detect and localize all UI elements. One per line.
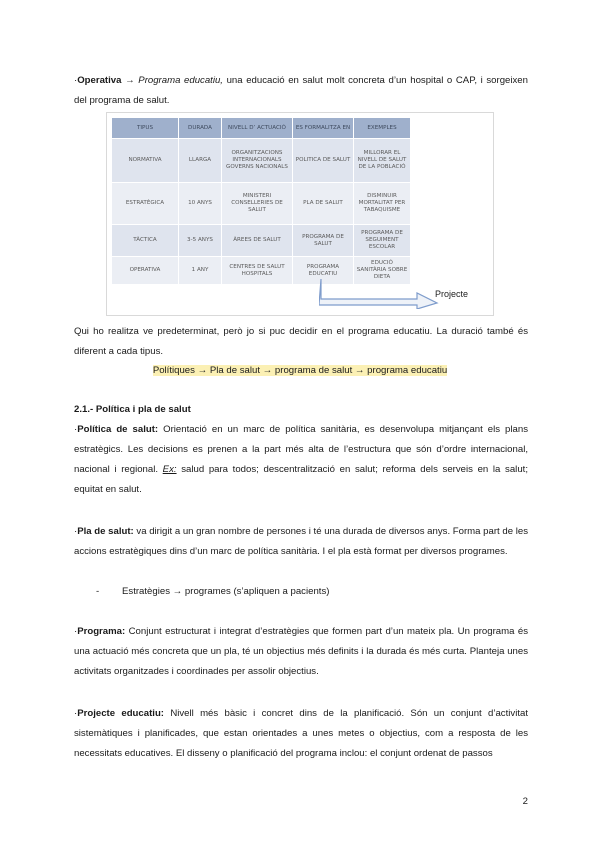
paragraph-text: Orientació en un marc de política sanitària, es desenvolupa mitjançant els plans estratègics. Les decisions es prenen a la part més alta de l’estructura que són d’ordre internacional, nacional i regional. [74,424,528,475]
header-cell: EXEMPLES [354,118,411,139]
paragraph-text: Conjunt estructurat i integrat d’estratègies que formen part d’un mateix pla. Un programa és una actuació més concreta que un pla, té un objectius més definits i la durada és més curta. Planteja unes activitats organitzades i coordinades per assolir objectius. [74,626,528,677]
term-programa: Programa: [77,626,126,637]
list-item-text: Estratègies → programes (s’apliquen a pacients) [122,586,330,597]
table-cell: MINISTERI CONSELLERIES DE SALUT [222,183,293,225]
paragraph-text: una educació en salut molt concreta d’un hospital o CAP, i sorgeixen del programa de salut. [74,75,528,106]
bullet: · [74,75,78,86]
table-cell: CENTRES DE SALUT HOSPITALS [222,257,293,285]
paragraph-projecte [74,704,528,764]
highlighted-flow: Polítiques → Pla de salut → programa de salut → programa educatiu [152,365,448,376]
table-row [112,139,411,183]
example-label: Ex: [162,464,177,475]
term-politica: Política de salut: [77,424,159,435]
table-cell: ESTRATÈGICA [112,183,179,225]
planning-levels-table [111,117,411,285]
list-dash: - [96,586,100,597]
arrow-text: → [121,75,139,86]
header-cell: ES FORMALITZA EN [293,118,354,139]
paragraph-operativa [74,71,528,111]
table-cell: TÀCTICA [112,225,179,257]
table-cell: EDUCIÓ SANITÀRIA SOBRE DIETA [354,257,411,285]
table-cell: POLITICA DE SALUT [293,139,354,183]
paragraph-text: salud para todos; descentralització en salut; reforma dels serveis en la salut; equitat en salut. [74,464,528,495]
bullet: · [74,424,78,435]
table-cell: PROGRAMA DE SEGUIMENT ESCOLAR [354,225,411,257]
paragraph-programa [74,622,528,682]
header-cell: TIPUS [112,118,179,139]
table-cell: ORGANITZACIONS INTERNACIONALS GOVERNS NACIONALS [222,139,293,183]
table-cell: PROGRAMA DE SALUT [293,225,354,257]
bullet: · [74,708,78,719]
table-row [112,183,411,225]
projecte-label: Projecte [435,289,469,299]
paragraph-text: Nivell més bàsic i concret dins de la planificació. Són un conjunt d’activitat sistemàtiques i planificades, que estan orientades a unes metes o objectius, com a resposta de les necessitats educatives. El disseny o planificació del programa inclou: el conjunt ordenat de passos [74,708,528,759]
table-cell: 3-5 ANYS [179,225,222,257]
term-projecte: Projecte educatiu: [77,708,165,719]
flow-line [0,361,600,381]
planning-levels-figure [106,112,494,316]
bullet: · [74,626,78,637]
term-pla: Pla de salut: [77,526,134,537]
table-cell: PLA DE SALUT [293,183,354,225]
bullet: · [74,526,78,537]
table-cell: PROGRAMA EDUCATIU [293,257,354,285]
page-number: 2 [522,796,528,807]
table-cell: OPERATIVA [112,257,179,285]
table-row [112,225,411,257]
header-cell: NIVELL D’ ACTUACIÓ [222,118,293,139]
table-header-row [112,118,411,139]
table-cell: NORMATIVA [112,139,179,183]
term-programa-educatiu: Programa educatiu, [138,75,223,86]
paragraph-text: va dirigit a un gran nombre de persones i té una durada de diversos anys. Forma part de les accions estratègiques dins d’un marc de política sanitària. I el pla està format per diversos programes. [74,526,528,557]
header-cell: DURADA [179,118,222,139]
paragraph-pla [74,522,528,562]
table-cell: 1 ANY [179,257,222,285]
projecte-arrow-icon [319,279,443,309]
table-cell: LLARGA [179,139,222,183]
table-cell: 10 ANYS [179,183,222,225]
term-operativa: Operativa [77,75,122,86]
table-cell: DISMINUIR MORTALITAT PER TABAQUISME [354,183,411,225]
list-item [96,582,329,602]
table-cell: MILLORAR EL NIVELL DE SALUT DE LA POBLACIÓ [354,139,411,183]
section-heading: 2.1.- Política i pla de salut [74,404,191,415]
table-cell: ÀREES DE SALUT [222,225,293,257]
paragraph-qui-ho-realitza: Qui ho realitza ve predeterminat, però jo si puc decidir en el programa educatiu. La duració també és diferent a cada tipus. [74,326,528,357]
paragraph-politica [74,420,528,500]
